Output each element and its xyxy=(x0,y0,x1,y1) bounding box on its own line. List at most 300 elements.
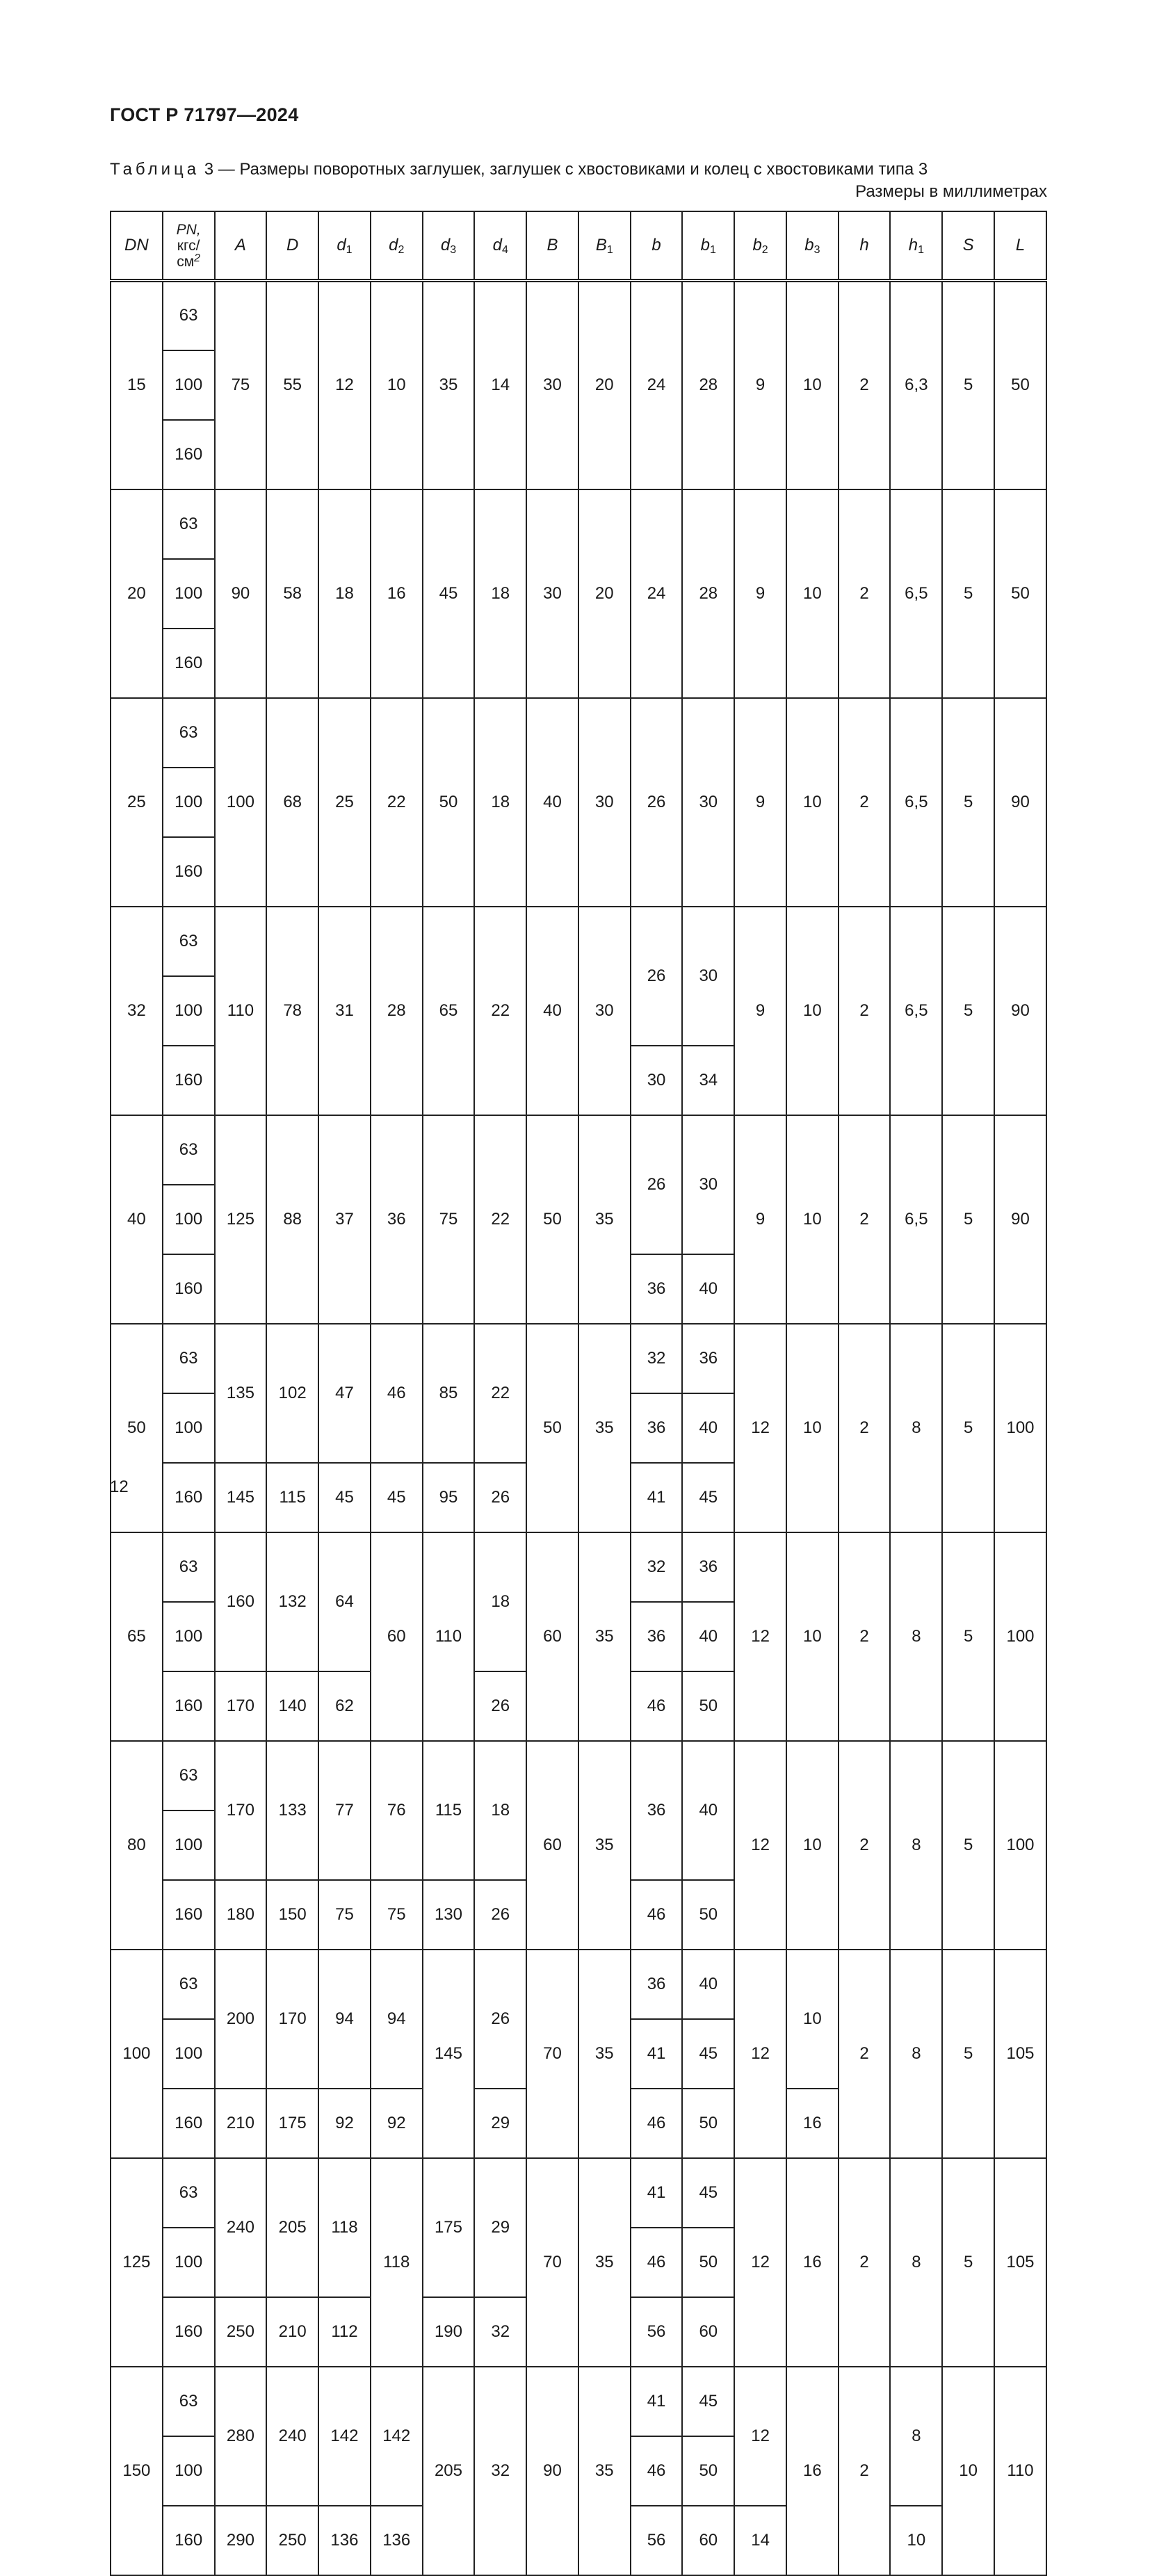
cell-b: 50 xyxy=(526,1324,578,1532)
cell-b: 36 xyxy=(631,1602,683,1671)
cell-pn: 100 xyxy=(163,976,215,1046)
cell-b1: 50 xyxy=(682,2228,734,2297)
cell-a: 125 xyxy=(215,1115,267,1324)
cell-d3: 190 xyxy=(423,2297,475,2367)
cell-pn: 63 xyxy=(163,1741,215,1811)
col-header-d3: $d_3$ xyxy=(423,211,475,281)
cell-h: 2 xyxy=(839,1532,891,1741)
cell-d4: 22 xyxy=(474,907,526,1115)
cell-d1: 77 xyxy=(318,1741,371,1880)
cell-d4: 29 xyxy=(474,2089,526,2158)
cell-pn: 63 xyxy=(163,1115,215,1185)
cell-d3: 145 xyxy=(423,1950,475,2158)
cell-d3: 50 xyxy=(423,698,475,907)
cell-d1: 142 xyxy=(318,2367,371,2506)
cell-d2: 76 xyxy=(371,1741,423,1880)
cell-b1: 35 xyxy=(578,1950,631,2158)
table-caption-prefix: Таблица xyxy=(110,160,200,179)
cell-d3: 115 xyxy=(423,1741,475,1880)
cell-b: 46 xyxy=(631,1880,683,1950)
cell-b1: 35 xyxy=(578,2367,631,2575)
cell-pn: 100 xyxy=(163,768,215,837)
cell-a: 240 xyxy=(215,2158,267,2297)
cell-b1: 40 xyxy=(682,1741,734,1880)
col-header-b1: $b_1$ xyxy=(682,211,734,281)
cell-b: 70 xyxy=(526,2158,578,2367)
col-header-h: h xyxy=(839,211,891,281)
cell-b1: 35 xyxy=(578,1532,631,1741)
cell-d3: 130 xyxy=(423,1880,475,1950)
cell-b: 26 xyxy=(631,907,683,1046)
cell-b1: 36 xyxy=(682,1324,734,1393)
cell-d4: 26 xyxy=(474,1463,526,1532)
cell-s: 5 xyxy=(942,1532,994,1741)
cell-d4: 32 xyxy=(474,2297,526,2367)
cell-b: 40 xyxy=(526,698,578,907)
cell-b: 24 xyxy=(631,489,683,698)
cell-d3: 85 xyxy=(423,1324,475,1463)
cell-b: 70 xyxy=(526,1950,578,2158)
cell-pn: 100 xyxy=(163,1602,215,1671)
cell-b: 32 xyxy=(631,1532,683,1602)
cell-d4: 22 xyxy=(474,1115,526,1324)
cell-h: 2 xyxy=(839,2367,891,2575)
cell-d3: 65 xyxy=(423,907,475,1115)
cell-b: 26 xyxy=(631,698,683,907)
cell-pn: 160 xyxy=(163,2089,215,2158)
cell-d4: 18 xyxy=(474,489,526,698)
cell-h: 2 xyxy=(839,1950,891,2158)
cell-s: 5 xyxy=(942,1950,994,2158)
col-header-B: B xyxy=(526,211,578,281)
header-row xyxy=(111,211,1046,281)
cell-d3: 35 xyxy=(423,281,475,489)
cell-h1: 8 xyxy=(890,1741,942,1950)
cell-d4: 18 xyxy=(474,1741,526,1880)
pn-label: PN, xyxy=(176,221,201,238)
pn-unit: кгс/ xyxy=(177,237,200,254)
cell-a: 200 xyxy=(215,1950,267,2089)
cell-d2: 92 xyxy=(371,2089,423,2158)
cell-h1: 6,5 xyxy=(890,1115,942,1324)
cell-d1: 62 xyxy=(318,1671,371,1741)
cell-dn: 80 xyxy=(111,1741,163,1950)
table-header xyxy=(111,211,1046,281)
cell-l: 105 xyxy=(994,2158,1046,2367)
cell-b2: 9 xyxy=(734,1115,786,1324)
cell-pn: 160 xyxy=(163,1463,215,1532)
cell-b3: 16 xyxy=(786,2158,839,2367)
cell-d: 115 xyxy=(266,1463,318,1532)
cell-b: 30 xyxy=(631,1046,683,1115)
cell-b: 46 xyxy=(631,2436,683,2506)
cell-h1: 8 xyxy=(890,2367,942,2506)
cell-h: 2 xyxy=(839,281,891,489)
cell-dn: 65 xyxy=(111,1532,163,1741)
cell-b1: 45 xyxy=(682,2019,734,2089)
cell-d: 78 xyxy=(266,907,318,1115)
cell-d1: 118 xyxy=(318,2158,371,2297)
cell-pn: 63 xyxy=(163,1324,215,1393)
cell-d1: 37 xyxy=(318,1115,371,1324)
cell-b1: 45 xyxy=(682,2158,734,2228)
cell-a: 180 xyxy=(215,1880,267,1950)
cell-d2: 118 xyxy=(371,2158,423,2367)
cell-b: 50 xyxy=(526,1115,578,1324)
cell-d: 170 xyxy=(266,1950,318,2089)
cell-pn: 160 xyxy=(163,2506,215,2575)
cell-b1: 40 xyxy=(682,1393,734,1463)
cell-b: 41 xyxy=(631,2367,683,2436)
table-subrow xyxy=(111,698,1046,733)
cell-d: 175 xyxy=(266,2089,318,2158)
cell-d2: 136 xyxy=(371,2506,423,2575)
cell-h: 2 xyxy=(839,1741,891,1950)
cell-d1: 18 xyxy=(318,489,371,698)
cell-b1: 20 xyxy=(578,281,631,489)
cell-a: 280 xyxy=(215,2367,267,2506)
cell-d: 102 xyxy=(266,1324,318,1463)
cell-d1: 112 xyxy=(318,2297,371,2367)
cell-d: 210 xyxy=(266,2297,318,2367)
table-body xyxy=(111,281,1046,2575)
cell-b1: 35 xyxy=(578,1741,631,1950)
cell-pn: 100 xyxy=(163,2019,215,2089)
cell-b1: 40 xyxy=(682,1950,734,2019)
table-subrow xyxy=(111,2158,1046,2193)
cell-d1: 25 xyxy=(318,698,371,907)
cell-dn: 32 xyxy=(111,907,163,1115)
cell-b2: 12 xyxy=(734,2367,786,2506)
cell-b: 56 xyxy=(631,2506,683,2575)
table-subrow xyxy=(111,1950,1046,1984)
cell-s: 5 xyxy=(942,2158,994,2367)
cell-dn: 125 xyxy=(111,2158,163,2367)
cell-h1: 6,5 xyxy=(890,489,942,698)
cell-pn: 63 xyxy=(163,2158,215,2228)
cell-b: 30 xyxy=(526,281,578,489)
col-header-dn: DN xyxy=(111,211,163,281)
cell-dn: 50 xyxy=(111,1324,163,1532)
table-subrow xyxy=(111,1115,1046,1150)
cell-d: 68 xyxy=(266,698,318,907)
cell-d4: 26 xyxy=(474,1950,526,2089)
cell-b1: 45 xyxy=(682,2367,734,2436)
cell-d4: 29 xyxy=(474,2158,526,2297)
cell-s: 5 xyxy=(942,281,994,489)
cell-dn: 100 xyxy=(111,1950,163,2158)
cell-b3: 10 xyxy=(786,698,839,907)
pn-unit-exponent: 2 xyxy=(194,252,201,264)
cell-d3: 95 xyxy=(423,1463,475,1532)
dimensions-table xyxy=(110,211,1047,2576)
cell-d: 150 xyxy=(266,1880,318,1950)
cell-b1: 28 xyxy=(682,489,734,698)
table-caption xyxy=(110,160,928,179)
col-header-d4: $d_4$ xyxy=(474,211,526,281)
col-header-A: A xyxy=(215,211,267,281)
col-header-D: D xyxy=(266,211,318,281)
cell-b: 41 xyxy=(631,1463,683,1532)
pn-unit-cm: см xyxy=(177,253,195,270)
cell-b2: 12 xyxy=(734,1324,786,1532)
table-subrow xyxy=(111,1532,1046,1567)
cell-l: 105 xyxy=(994,1950,1046,2158)
cell-b: 30 xyxy=(526,489,578,698)
cell-h1: 8 xyxy=(890,1950,942,2158)
cell-pn: 100 xyxy=(163,1393,215,1463)
cell-h: 2 xyxy=(839,1324,891,1532)
cell-h: 2 xyxy=(839,907,891,1115)
cell-pn: 100 xyxy=(163,2228,215,2297)
cell-a: 290 xyxy=(215,2506,267,2575)
cell-d2: 45 xyxy=(371,1463,423,1532)
cell-d1: 92 xyxy=(318,2089,371,2158)
cell-pn: 63 xyxy=(163,2367,215,2436)
cell-a: 75 xyxy=(215,281,267,489)
cell-s: 5 xyxy=(942,489,994,698)
cell-b1: 35 xyxy=(578,1324,631,1532)
cell-b1: 20 xyxy=(578,489,631,698)
cell-b1: 28 xyxy=(682,281,734,489)
cell-b1: 30 xyxy=(682,698,734,907)
cell-d2: 16 xyxy=(371,489,423,698)
cell-a: 90 xyxy=(215,489,267,698)
cell-l: 90 xyxy=(994,1115,1046,1324)
col-header-h1: $h_1$ xyxy=(890,211,942,281)
cell-d2: 10 xyxy=(371,281,423,489)
cell-d2: 142 xyxy=(371,2367,423,2506)
cell-l: 100 xyxy=(994,1741,1046,1950)
cell-b2: 12 xyxy=(734,2158,786,2367)
cell-b2: 12 xyxy=(734,1950,786,2158)
table-caption-text: 3 — Размеры поворотных заглушек, заглушек с хвостовиками и колец с хвостовиками типа 3 xyxy=(200,160,928,179)
col-header-B1: $B_1$ xyxy=(578,211,631,281)
dimensions-table-container xyxy=(110,211,1047,2550)
cell-b1: 60 xyxy=(682,2297,734,2367)
cell-a: 250 xyxy=(215,2297,267,2367)
cell-dn: 25 xyxy=(111,698,163,907)
cell-b1: 30 xyxy=(578,907,631,1115)
cell-d4: 32 xyxy=(474,2367,526,2575)
cell-pn: 160 xyxy=(163,1880,215,1950)
cell-d2: 46 xyxy=(371,1324,423,1463)
cell-b3: 10 xyxy=(786,489,839,698)
cell-b: 36 xyxy=(631,1393,683,1463)
cell-b1: 40 xyxy=(682,1602,734,1671)
cell-d3: 205 xyxy=(423,2367,475,2575)
cell-d1: 45 xyxy=(318,1463,371,1532)
cell-d1: 47 xyxy=(318,1324,371,1463)
cell-b: 36 xyxy=(631,1254,683,1324)
units-note: Размеры в миллиметрах xyxy=(855,182,1047,201)
cell-s: 10 xyxy=(942,2367,994,2575)
cell-b: 36 xyxy=(631,1950,683,2019)
cell-b: 60 xyxy=(526,1741,578,1950)
cell-d: 240 xyxy=(266,2367,318,2506)
cell-pn: 63 xyxy=(163,281,215,350)
cell-b3: 16 xyxy=(786,2367,839,2575)
cell-b1: 35 xyxy=(578,2158,631,2367)
cell-l: 100 xyxy=(994,1532,1046,1741)
cell-b1: 40 xyxy=(682,1254,734,1324)
cell-b1: 50 xyxy=(682,2436,734,2506)
cell-pn: 160 xyxy=(163,420,215,489)
cell-d1: 31 xyxy=(318,907,371,1115)
cell-d1: 12 xyxy=(318,281,371,489)
cell-d1: 94 xyxy=(318,1950,371,2089)
cell-d1: 136 xyxy=(318,2506,371,2575)
cell-d2: 94 xyxy=(371,1950,423,2089)
cell-pn: 100 xyxy=(163,559,215,629)
cell-d2: 22 xyxy=(371,698,423,907)
cell-d3: 175 xyxy=(423,2158,475,2297)
cell-b1: 30 xyxy=(682,907,734,1046)
cell-d4: 18 xyxy=(474,698,526,907)
cell-l: 50 xyxy=(994,489,1046,698)
cell-d: 132 xyxy=(266,1532,318,1671)
col-header-L: L xyxy=(994,211,1046,281)
cell-s: 5 xyxy=(942,907,994,1115)
cell-s: 5 xyxy=(942,1324,994,1532)
cell-b: 41 xyxy=(631,2158,683,2228)
cell-h1: 6,5 xyxy=(890,698,942,907)
cell-d: 55 xyxy=(266,281,318,489)
cell-h: 2 xyxy=(839,698,891,907)
cell-b2: 12 xyxy=(734,1532,786,1741)
cell-b: 46 xyxy=(631,2089,683,2158)
cell-b1: 35 xyxy=(578,1115,631,1324)
cell-b1: 34 xyxy=(682,1046,734,1115)
cell-a: 145 xyxy=(215,1463,267,1532)
col-header-S: S xyxy=(942,211,994,281)
cell-b: 26 xyxy=(631,1115,683,1254)
col-header-d1: $d_1$ xyxy=(318,211,371,281)
cell-b2: 9 xyxy=(734,489,786,698)
cell-b: 46 xyxy=(631,1671,683,1741)
page-number: 12 xyxy=(110,1477,129,1496)
cell-b1: 50 xyxy=(682,1671,734,1741)
cell-dn: 150 xyxy=(111,2367,163,2575)
cell-pn: 160 xyxy=(163,2297,215,2367)
col-header-b: b xyxy=(631,211,683,281)
cell-d: 250 xyxy=(266,2506,318,2575)
cell-b2: 9 xyxy=(734,907,786,1115)
cell-d: 140 xyxy=(266,1671,318,1741)
cell-b1: 45 xyxy=(682,1463,734,1532)
cell-d2: 60 xyxy=(371,1532,423,1741)
cell-b3: 10 xyxy=(786,1741,839,1950)
col-header-d2: $d_2$ xyxy=(371,211,423,281)
cell-pn: 160 xyxy=(163,1046,215,1115)
cell-pn: 160 xyxy=(163,1254,215,1324)
cell-b: 46 xyxy=(631,2228,683,2297)
cell-b1: 50 xyxy=(682,2089,734,2158)
cell-pn: 160 xyxy=(163,629,215,698)
cell-b: 40 xyxy=(526,907,578,1115)
cell-h1: 8 xyxy=(890,1532,942,1741)
cell-b3: 16 xyxy=(786,2089,839,2158)
cell-b: 24 xyxy=(631,281,683,489)
table-subrow xyxy=(111,489,1046,524)
cell-h1: 6,5 xyxy=(890,907,942,1115)
cell-d2: 75 xyxy=(371,1880,423,1950)
cell-d4: 22 xyxy=(474,1324,526,1463)
cell-d1: 75 xyxy=(318,1880,371,1950)
cell-pn: 100 xyxy=(163,2436,215,2506)
cell-b1: 30 xyxy=(682,1115,734,1254)
cell-l: 90 xyxy=(994,907,1046,1115)
cell-pn: 63 xyxy=(163,698,215,768)
col-header-pn xyxy=(163,211,215,281)
cell-b: 56 xyxy=(631,2297,683,2367)
cell-a: 135 xyxy=(215,1324,267,1463)
cell-d3: 75 xyxy=(423,1115,475,1324)
table-subrow xyxy=(111,2367,1046,2401)
cell-b: 41 xyxy=(631,2019,683,2089)
cell-d3: 110 xyxy=(423,1532,475,1741)
cell-b3: 10 xyxy=(786,1950,839,2089)
cell-pn: 63 xyxy=(163,1950,215,2019)
cell-h: 2 xyxy=(839,489,891,698)
table-subrow xyxy=(111,907,1046,941)
cell-b1: 30 xyxy=(578,698,631,907)
cell-a: 100 xyxy=(215,698,267,907)
cell-h1: 8 xyxy=(890,2158,942,2367)
cell-a: 110 xyxy=(215,907,267,1115)
cell-b: 32 xyxy=(631,1324,683,1393)
cell-h1: 10 xyxy=(890,2506,942,2575)
cell-b1: 36 xyxy=(682,1532,734,1602)
cell-d4: 26 xyxy=(474,1671,526,1741)
cell-b3: 10 xyxy=(786,1115,839,1324)
cell-l: 50 xyxy=(994,281,1046,489)
cell-pn: 63 xyxy=(163,489,215,559)
cell-pn: 100 xyxy=(163,350,215,420)
cell-dn: 15 xyxy=(111,281,163,489)
cell-b: 36 xyxy=(631,1741,683,1880)
cell-d: 88 xyxy=(266,1115,318,1324)
table-subrow xyxy=(111,1741,1046,1776)
cell-pn: 63 xyxy=(163,1532,215,1602)
cell-b2: 12 xyxy=(734,1741,786,1950)
cell-b3: 10 xyxy=(786,1324,839,1532)
table-subrow xyxy=(111,281,1046,316)
cell-b2: 9 xyxy=(734,698,786,907)
cell-d2: 28 xyxy=(371,907,423,1115)
cell-d4: 26 xyxy=(474,1880,526,1950)
cell-d4: 14 xyxy=(474,281,526,489)
cell-dn: 40 xyxy=(111,1115,163,1324)
cell-pn: 100 xyxy=(163,1185,215,1254)
cell-a: 160 xyxy=(215,1532,267,1671)
cell-b: 90 xyxy=(526,2367,578,2575)
cell-pn: 160 xyxy=(163,1671,215,1741)
cell-s: 5 xyxy=(942,1115,994,1324)
cell-a: 210 xyxy=(215,2089,267,2158)
cell-dn: 20 xyxy=(111,489,163,698)
table-subrow xyxy=(111,1324,1046,1359)
cell-b: 60 xyxy=(526,1532,578,1741)
cell-b3: 10 xyxy=(786,907,839,1115)
cell-l: 100 xyxy=(994,1324,1046,1532)
col-header-b2: $b_2$ xyxy=(734,211,786,281)
cell-d: 58 xyxy=(266,489,318,698)
cell-pn: 160 xyxy=(163,837,215,907)
cell-b1: 60 xyxy=(682,2506,734,2575)
cell-l: 110 xyxy=(994,2367,1046,2575)
cell-d3: 45 xyxy=(423,489,475,698)
